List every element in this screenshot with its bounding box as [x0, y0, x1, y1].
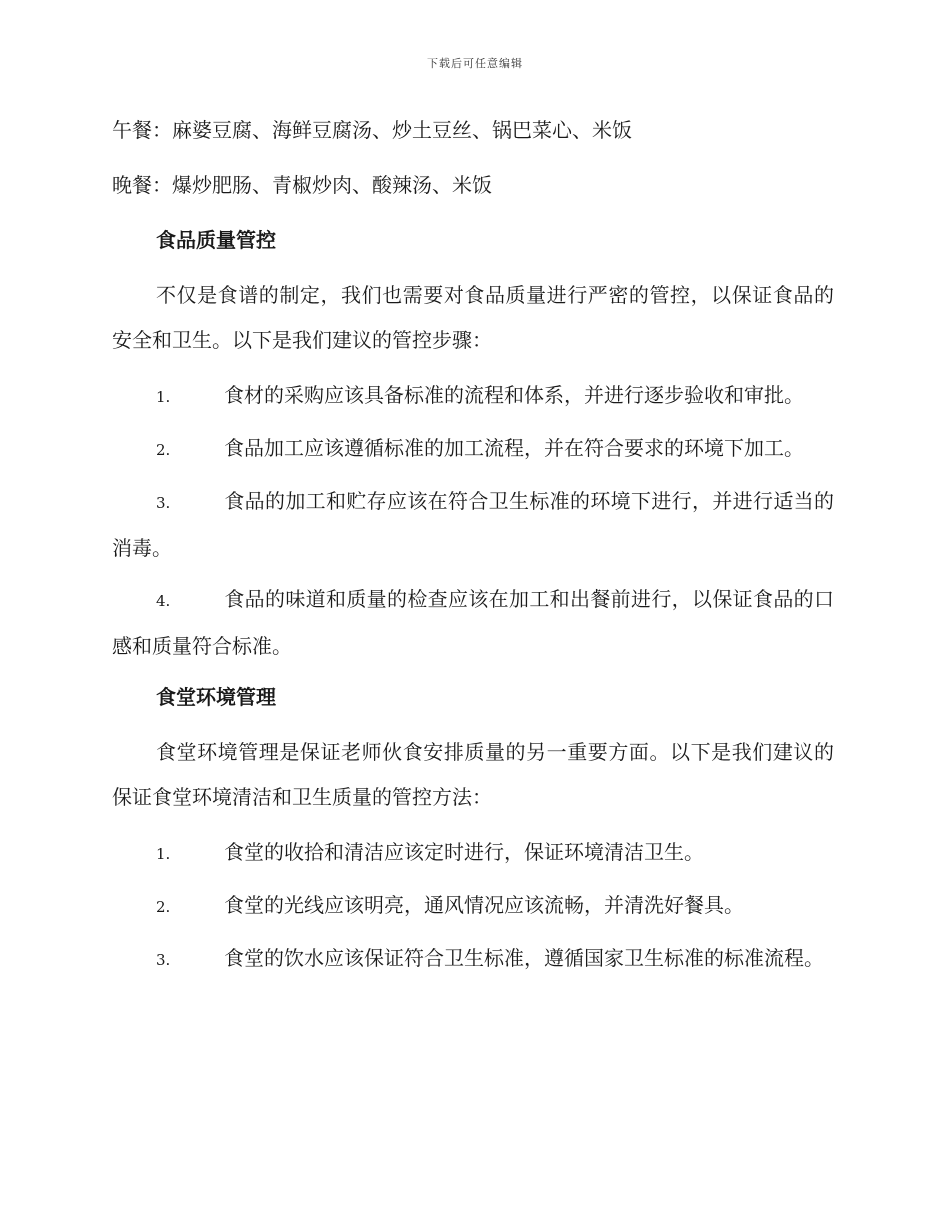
- list-text: 食堂的光线应该明亮，通风情况应该流畅，并清洗好餐具。: [224, 893, 744, 917]
- document-body: [112, 108, 834, 989]
- list-number: 2.: [156, 441, 171, 459]
- list-text: 食材的采购应该具备标准的流程和体系，并进行逐步验收和审批。: [224, 383, 804, 407]
- list-number: 2.: [156, 898, 171, 916]
- dinner-menu: 爆炒肥肠、青椒炒肉、酸辣汤、米饭: [172, 173, 492, 197]
- list-number: 3.: [156, 951, 171, 969]
- list-item: [112, 830, 834, 877]
- dinner-line: [112, 163, 834, 208]
- list-number: 3.: [156, 494, 171, 512]
- section-intro-food-quality: 不仅是食谱的制定，我们也需要对食品质量进行严密的管控，以保证食品的安全和卫生。以下是我们建议的管控步骤：: [112, 283, 834, 352]
- lunch-label: 午餐：: [112, 118, 172, 142]
- list-item: [112, 479, 834, 571]
- list-number: 4.: [156, 592, 171, 610]
- list-text: 食品的加工和贮存应该在符合卫生标准的环境下进行，并进行适当的消毒。: [112, 489, 834, 560]
- dinner-label: 晚餐：: [112, 173, 172, 197]
- header-note: 下载后可任意编辑: [427, 57, 523, 70]
- list-item: [112, 373, 834, 420]
- list-item: [112, 577, 834, 669]
- list-text: 食品加工应该遵循标准的加工流程，并在符合要求的环境下加工。: [224, 436, 804, 460]
- section-heading-canteen-environment: 食堂环境管理: [156, 685, 276, 709]
- lunch-line: [112, 108, 834, 153]
- list-item: [112, 936, 834, 983]
- section-heading-food-quality: 食品质量管控: [156, 228, 276, 252]
- list-text: 食堂的收拾和清洁应该定时进行，保证环境清洁卫生。: [224, 840, 704, 864]
- list-number: 1.: [156, 845, 171, 863]
- list-item: [112, 426, 834, 473]
- list-text: 食堂的饮水应该保证符合卫生标准，遵循国家卫生标准的标准流程。: [224, 946, 824, 970]
- lunch-menu: 麻婆豆腐、海鲜豆腐汤、炒土豆丝、锅巴菜心、米饭: [172, 118, 632, 142]
- list-item: [112, 883, 834, 930]
- section-intro-canteen-environment: 食堂环境管理是保证老师伙食安排质量的另一重要方面。以下是我们建议的保证食堂环境清洁和卫生质量的管控方法：: [112, 740, 834, 809]
- list-number: 1.: [156, 388, 171, 406]
- list-text: 食品的味道和质量的检查应该在加工和出餐前进行，以保证食品的口感和质量符合标准。: [112, 587, 834, 658]
